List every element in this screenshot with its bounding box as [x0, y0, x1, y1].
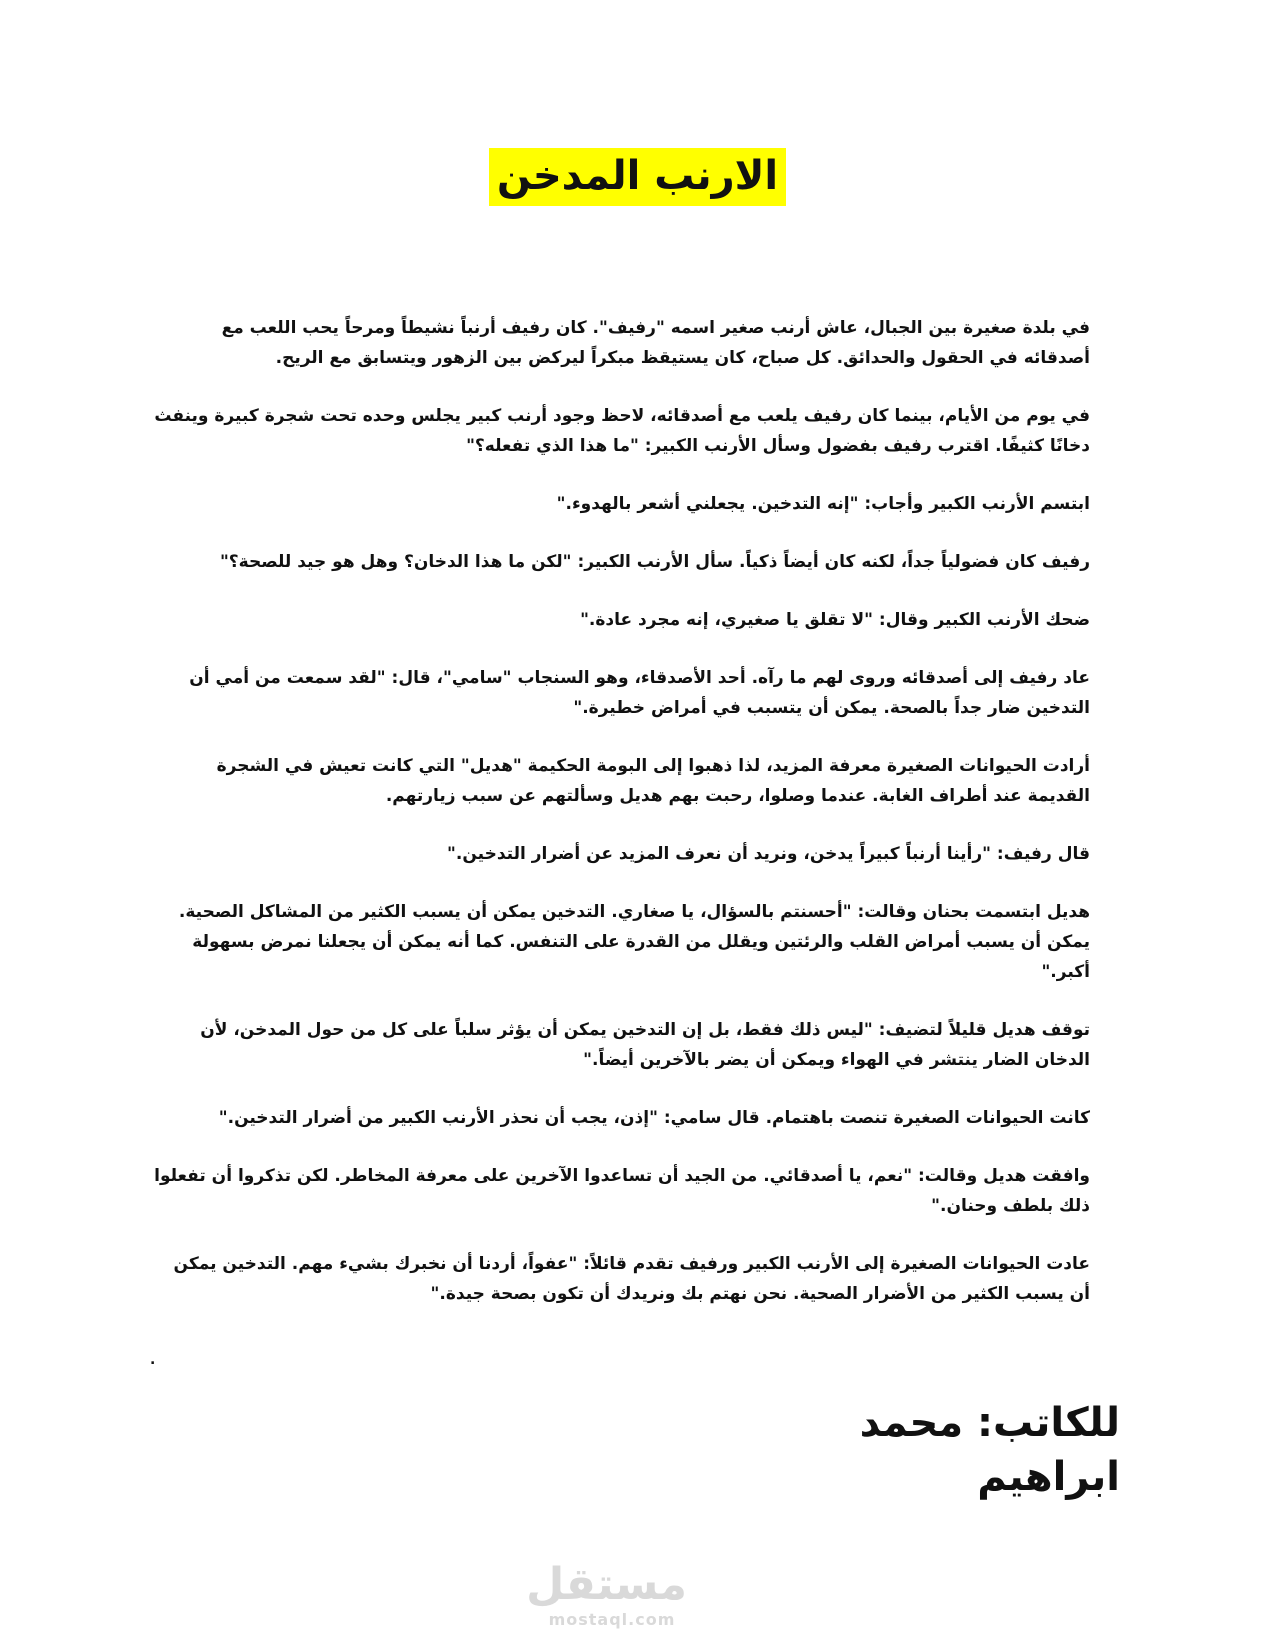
story-paragraph: أرادت الحيوانات الصغيرة معرفة المزيد، لذا ذهبوا إلى البومة الحكيمة "هديل" التي كانت تعيش في الشجرة القديمة عند أطراف الغابة. عندما وصلوا، رحبت بهم هديل وسألتهم عن سبب زيارتهم. [216, 756, 1090, 806]
story-paragraph: رفيف كان فضولياً جداً، لكنه كان أيضاً ذكياً. سأل الأرنب الكبير: "لكن ما هذا الدخان؟ وهل هو جيد للصحة؟" [219, 552, 1090, 572]
story-paragraph: عادت الحيوانات الصغيرة إلى الأرنب الكبير ورفيف تقدم قائلاً: "عفواً، أردنا أن نخبرك بشيء مهم. التدخين يمكن أن يسبب الكثير من الأضرار الصحية. نحن نهتم بك ونريدك أن تكون بصحة جيدة." [173, 1254, 1090, 1304]
watermark-url: mostaql.com [548, 1610, 676, 1629]
story-paragraph: في بلدة صغيرة بين الجبال، عاش أرنب صغير اسمه "رفيف". كان رفيف أرنباً نشيطاً ومرحاً يحب اللعب مع أصدقائه في الحقول والحدائق. كل صباح، كان يستيقظ مبكراً ليركض بين الزهور ويتسابق مع الريح. [221, 318, 1090, 368]
story-title: الارنب المدخن [489, 148, 786, 206]
story-paragraph: ابتسم الأرنب الكبير وأجاب: "إنه التدخين. يجعلني أشعر بالهدوء." [556, 494, 1090, 514]
story-paragraph: كانت الحيوانات الصغيرة تنصت باهتمام. قال سامي: "إذن، يجب أن نحذر الأرنب الكبير من أضرار التدخين." [218, 1108, 1090, 1128]
story-paragraph: في يوم من الأيام، بينما كان رفيف يلعب مع أصدقائه، لاحظ وجود أرنب كبير يجلس وحده تحت شجرة كبيرة وينفث دخانًا كثيفًا. اقترب رفيف بفضول وسأل الأرنب الكبير: "ما هذا الذي تفعله؟" [154, 406, 1090, 456]
story-paragraph: عاد رفيف إلى أصدقائه وروى لهم ما رآه. أحد الأصدقاء، وهو السنجاب "سامي"، قال: "لقد سمعت من أمي أن التدخين ضار جداً بالصحة. يمكن أن يتسبب في أمراض خطيرة." [189, 668, 1090, 718]
story-paragraph: قال رفيف: "رأينا أرنباً كبيراً يدخن، ونريد أن نعرف المزيد عن أضرار التدخين." [447, 844, 1090, 864]
story-paragraph: وافقت هديل وقالت: "نعم، يا أصدقائي. من الجيد أن تساعدوا الآخرين على معرفة المخاطر. لكن تذكروا أن تفعلوا ذلك بلطف وحنان." [154, 1166, 1090, 1216]
watermark-logo: مستقل [526, 1559, 687, 1610]
stray-mark: . [150, 1352, 156, 1368]
story-body [150, 313, 1090, 1337]
story-paragraph: ضحك الأرنب الكبير وقال: "لا تقلق يا صغيري، إنه مجرد عادة." [580, 610, 1090, 630]
story-paragraph: هديل ابتسمت بحنان وقالت: "أحسنتم بالسؤال، يا صغاري. التدخين يمكن أن يسبب الكثير من المشاكل الصحية. يمكن أن يسبب أمراض القلب والرئتين ويقلل من القدرة على التنفس. كما أنه يمكن أن يجعلنا نمرض بسهولة أكبر." [178, 902, 1090, 982]
author-line: للكاتب: محمد ابراهيم [859, 1400, 1120, 1500]
title-container [0, 148, 1275, 206]
story-paragraph: توقف هديل قليلاً لتضيف: "ليس ذلك فقط، بل إن التدخين يمكن أن يؤثر سلباً على كل من حول المدخن، لأن الدخان الضار ينتشر في الهواء ويمكن أن يضر بالآخرين أيضاً." [200, 1020, 1090, 1070]
mostaql-watermark [526, 1559, 687, 1630]
